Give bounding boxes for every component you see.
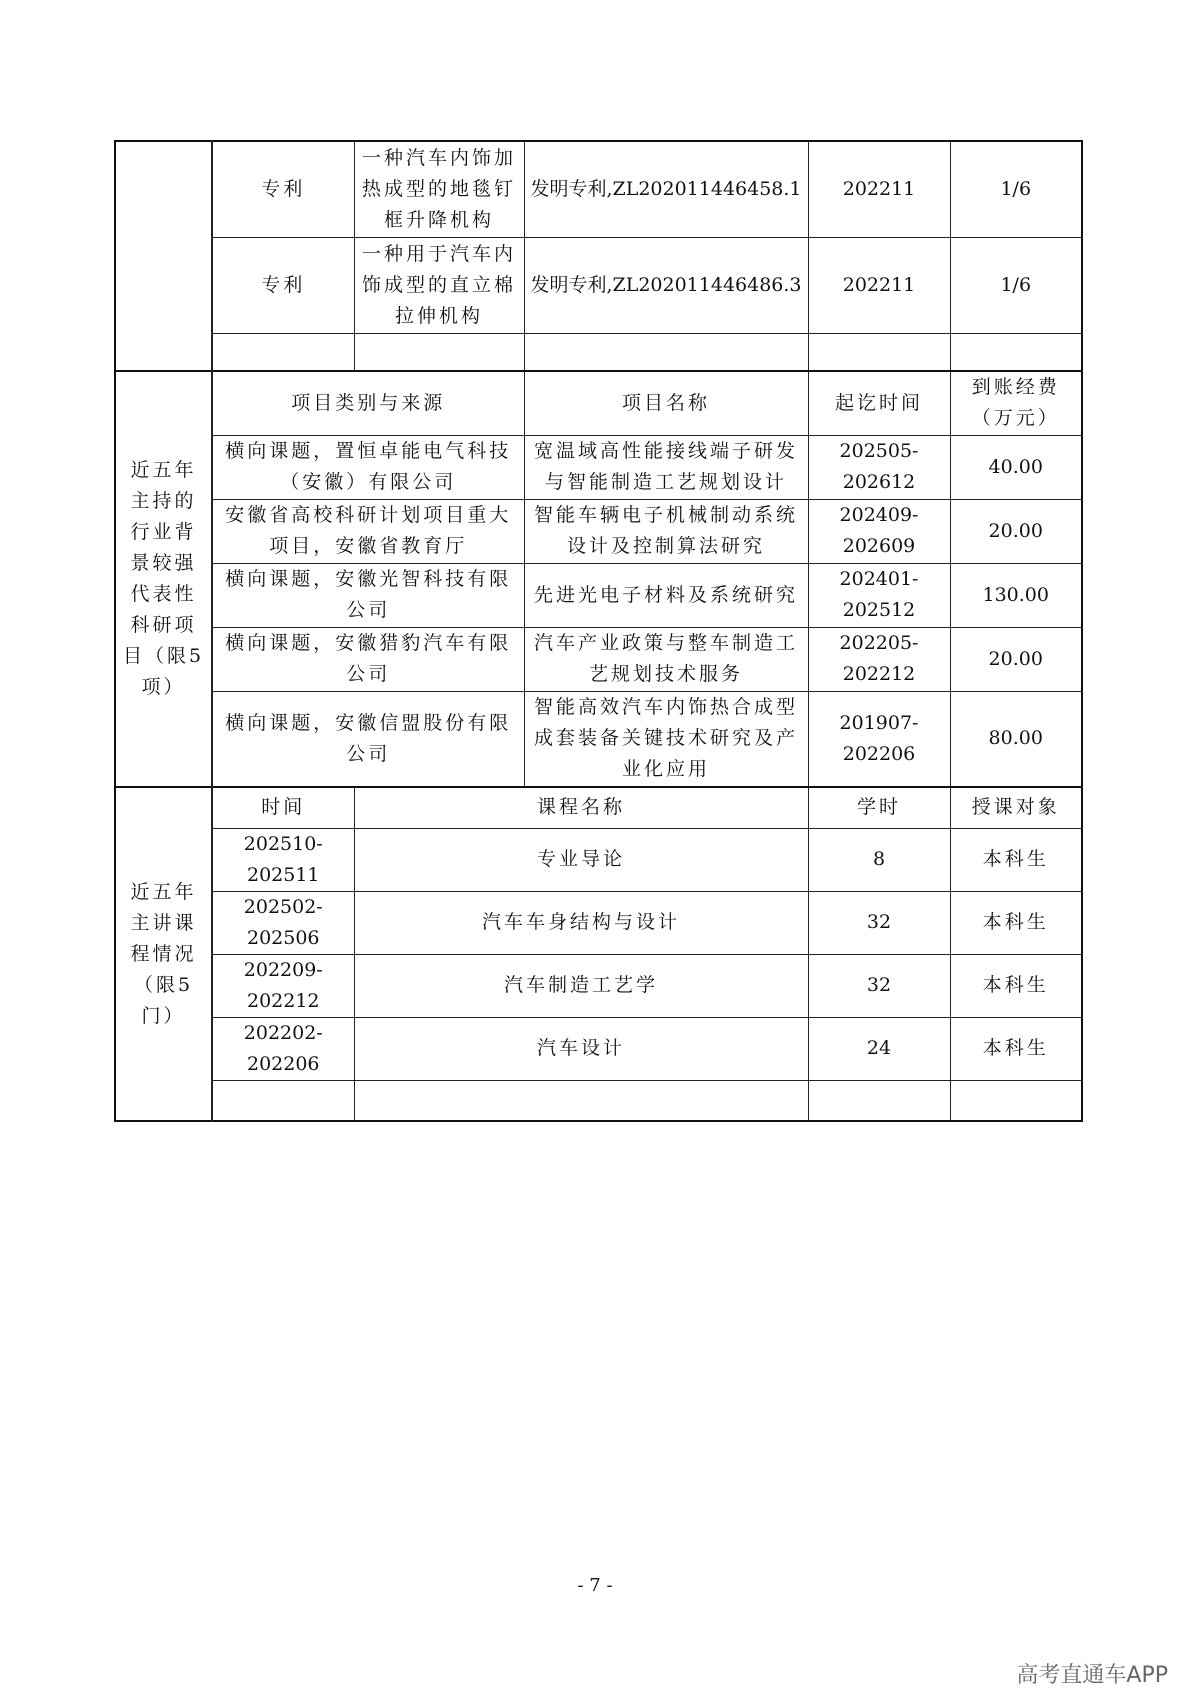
patent-date: 202211 <box>808 141 950 237</box>
project-funding: 20.00 <box>950 627 1082 691</box>
course-hours: 24 <box>808 1017 950 1080</box>
patent-type: 专利 <box>212 141 354 237</box>
patent-name: 一种汽车内饰加热成型的地毯钉框升降机构 <box>354 141 524 237</box>
project-period: 202205-202212 <box>808 627 950 691</box>
project-row <box>115 499 1082 563</box>
project-name: 宽温域高性能接线端子研发与智能制造工艺规划设计 <box>524 435 808 499</box>
course-name: 汽车车身结构与设计 <box>354 891 808 954</box>
course-empty-row <box>115 1080 1082 1121</box>
project-row <box>115 435 1082 499</box>
course-row <box>115 828 1082 891</box>
projects-header-source: 项目类别与来源 <box>212 371 524 435</box>
project-source: 横向课题，安徽猎豹汽车有限公司 <box>212 627 524 691</box>
project-source: 横向课题，安徽信盟股份有限公司 <box>212 691 524 787</box>
info-table <box>114 140 1083 1122</box>
courses-header-audience: 授课对象 <box>950 787 1082 828</box>
patent-rank: 1/6 <box>950 141 1082 237</box>
patent-row <box>115 141 1082 237</box>
project-name: 智能高效汽车内饰热合成型成套装备关键技术研究及产业化应用 <box>524 691 808 787</box>
project-funding: 80.00 <box>950 691 1082 787</box>
course-audience: 本科生 <box>950 1017 1082 1080</box>
project-name: 智能车辆电子机械制动系统设计及控制算法研究 <box>524 499 808 563</box>
projects-header-period: 起讫时间 <box>808 371 950 435</box>
patent-name: 一种用于汽车内饰成型的直立棉拉伸机构 <box>354 237 524 333</box>
patent-rank: 1/6 <box>950 237 1082 333</box>
page-number: - 7 - <box>577 1575 613 1596</box>
project-period: 202401-202512 <box>808 563 950 627</box>
course-row <box>115 1017 1082 1080</box>
patent-detail: 发明专利,ZL202011446458.1 <box>524 141 808 237</box>
project-source: 安徽省高校科研计划项目重大项目，安徽省教育厅 <box>212 499 524 563</box>
course-time: 202502-202506 <box>212 891 354 954</box>
courses-header-time: 时间 <box>212 787 354 828</box>
course-time: 202209-202212 <box>212 954 354 1017</box>
projects-section-label: 近五年主持的行业背景较强代表性科研项目（限5项） <box>115 371 212 787</box>
course-row <box>115 891 1082 954</box>
project-funding: 40.00 <box>950 435 1082 499</box>
project-row <box>115 627 1082 691</box>
course-name: 专业导论 <box>354 828 808 891</box>
watermark: 高考直通车APP <box>1016 1663 1168 1688</box>
courses-header-name: 课程名称 <box>354 787 808 828</box>
course-name: 汽车制造工艺学 <box>354 954 808 1017</box>
projects-header-row <box>115 371 1082 435</box>
project-period: 202409-202609 <box>808 499 950 563</box>
project-row <box>115 691 1082 787</box>
patent-section-label <box>115 141 212 371</box>
project-source: 横向课题，置恒卓能电气科技（安徽）有限公司 <box>212 435 524 499</box>
course-hours: 32 <box>808 891 950 954</box>
project-source: 横向课题，安徽光智科技有限公司 <box>212 563 524 627</box>
projects-header-name: 项目名称 <box>524 371 808 435</box>
project-period: 201907-202206 <box>808 691 950 787</box>
course-name: 汽车设计 <box>354 1017 808 1080</box>
project-funding: 20.00 <box>950 499 1082 563</box>
courses-header-row <box>115 787 1082 828</box>
patent-detail: 发明专利,ZL202011446486.3 <box>524 237 808 333</box>
patent-type: 专利 <box>212 237 354 333</box>
course-hours: 32 <box>808 954 950 1017</box>
course-time: 202202-202206 <box>212 1017 354 1080</box>
course-audience: 本科生 <box>950 954 1082 1017</box>
project-funding: 130.00 <box>950 563 1082 627</box>
project-row <box>115 563 1082 627</box>
project-name: 先进光电子材料及系统研究 <box>524 563 808 627</box>
courses-header-hours: 学时 <box>808 787 950 828</box>
project-period: 202505-202612 <box>808 435 950 499</box>
patent-empty-row <box>115 333 1082 371</box>
project-name: 汽车产业政策与整车制造工艺规划技术服务 <box>524 627 808 691</box>
course-time: 202510-202511 <box>212 828 354 891</box>
course-audience: 本科生 <box>950 828 1082 891</box>
course-audience: 本科生 <box>950 891 1082 954</box>
patent-row <box>115 237 1082 333</box>
course-hours: 8 <box>808 828 950 891</box>
courses-section-label: 近五年主讲课程情况（限5门） <box>115 787 212 1121</box>
course-row <box>115 954 1082 1017</box>
patent-date: 202211 <box>808 237 950 333</box>
projects-header-funding: 到账经费（万元） <box>950 371 1082 435</box>
